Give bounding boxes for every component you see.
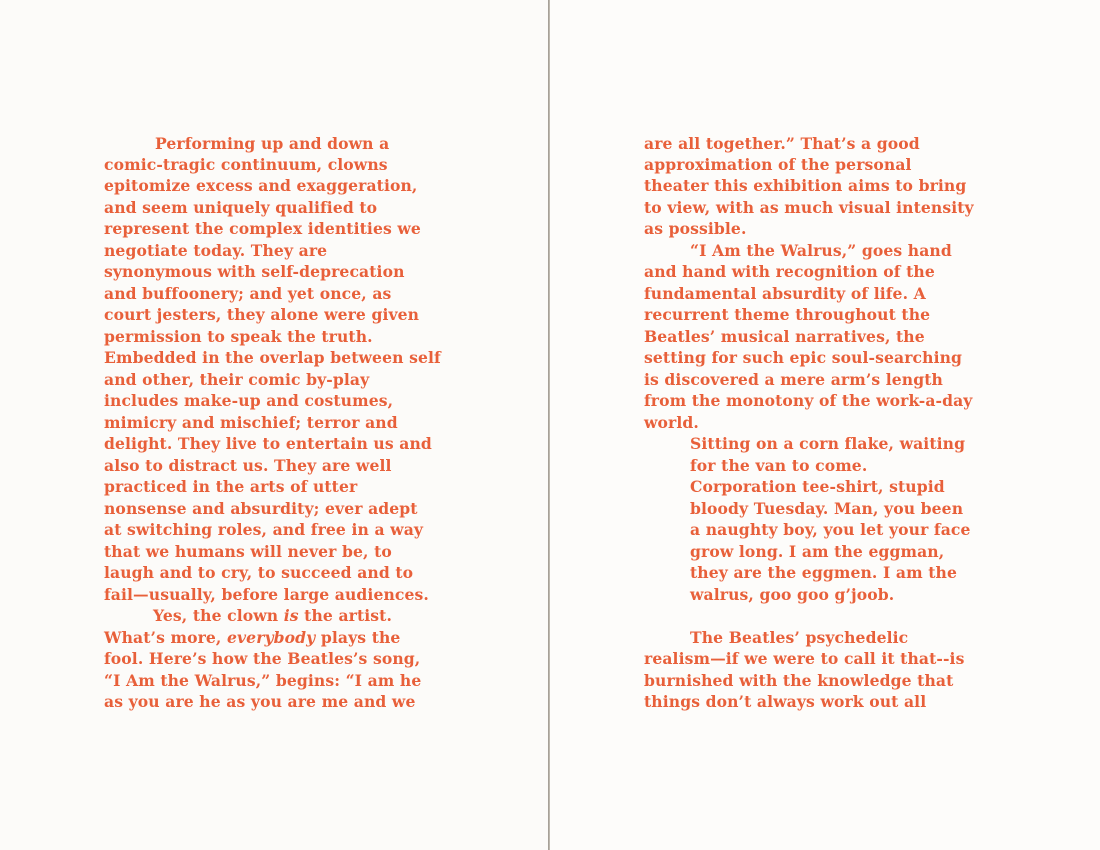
lyric-line: for the van to come. (690, 456, 868, 475)
text-line: is discovered a mere arm’s length (644, 370, 943, 389)
text-line: represent the complex identities we (104, 219, 421, 238)
text-fragment: plays the (315, 628, 401, 647)
text-line: recurrent theme throughout the (644, 305, 931, 324)
text-line: at switching roles, and free in a way (104, 520, 424, 539)
text-fragment: Yes, the clown (153, 606, 284, 625)
text-line: Beatles’ musical narratives, the (644, 327, 925, 346)
lyric-line: Sitting on a corn flake, waiting (690, 434, 966, 453)
text-line: synonymous with self-deprecation (104, 262, 405, 281)
text-line: as possible. (644, 219, 747, 238)
text-line (153, 605, 392, 626)
text-line: to view, with as much visual intensity (644, 198, 974, 217)
text-line (104, 627, 400, 648)
text-line: epitomize excess and exaggeration, (104, 176, 418, 195)
text-line: and hand with recognition of the (644, 262, 935, 281)
text-fragment: the artist. (298, 606, 393, 625)
text-line: things don’t always work out all (644, 692, 927, 711)
lyric-line: bloody Tuesday. Man, you been (690, 499, 964, 518)
text-line: approximation of the personal (644, 155, 912, 174)
lyric-line: walrus, goo goo g’joob. (690, 585, 895, 604)
text-line: from the monotony of the work-a-day (644, 391, 973, 410)
text-line: laugh and to cry, to succeed and to (104, 563, 414, 582)
text-line: and seem uniquely qualified to (104, 198, 378, 217)
text-line: and buffoonery; and yet once, as (104, 284, 392, 303)
emphasis-text: everybody (227, 628, 316, 647)
text-line: Embedded in the overlap between self (104, 348, 441, 367)
text-line: “I Am the Walrus,” begins: “I am he (104, 671, 422, 690)
text-line: The Beatles’ psychedelic (690, 628, 909, 647)
lyric-line: grow long. I am the eggman, (690, 542, 945, 561)
text-line: includes make-up and costumes, (104, 391, 394, 410)
text-line: permission to speak the truth. (104, 327, 373, 346)
text-line: fool. Here’s how the Beatles’s song, (104, 649, 421, 668)
text-line: setting for such epic soul-searching (644, 348, 963, 367)
text-line: that we humans will never be, to (104, 542, 392, 561)
text-line: delight. They live to entertain us and (104, 434, 432, 453)
text-line: world. (644, 413, 699, 432)
text-line: fundamental absurdity of life. A (644, 284, 926, 303)
text-line: “I Am the Walrus,” goes hand (690, 241, 952, 260)
text-line: Performing up and down a (155, 134, 390, 153)
lyric-line: Corporation tee-shirt, stupid (690, 477, 945, 496)
text-fragment: What’s more, (104, 628, 227, 647)
text-line: court jesters, they alone were given (104, 305, 420, 324)
text-line: fail—usually, before large audiences. (104, 585, 429, 604)
text-line: as you are he as you are me and we (104, 692, 416, 711)
text-line: are all together.” That’s a good (644, 134, 920, 153)
right-page (550, 0, 1100, 850)
text-line: also to distract us. They are well (104, 456, 392, 475)
lyric-line: they are the eggmen. I am the (690, 563, 957, 582)
text-line: theater this exhibition aims to bring (644, 176, 967, 195)
left-page (0, 0, 548, 850)
text-line: and other, their comic by-play (104, 370, 370, 389)
text-line: burnished with the knowledge that (644, 671, 954, 690)
lyric-line: a naughty boy, you let your face (690, 520, 971, 539)
text-line: mimicry and mischief; terror and (104, 413, 398, 432)
text-line: comic-tragic continuum, clowns (104, 155, 388, 174)
text-line: realism—if we were to call it that--is (644, 649, 965, 668)
text-line: negotiate today. They are (104, 241, 328, 260)
text-line: practiced in the arts of utter (104, 477, 358, 496)
text-line: nonsense and absurdity; ever adept (104, 499, 418, 518)
emphasis-text: is (283, 606, 299, 625)
